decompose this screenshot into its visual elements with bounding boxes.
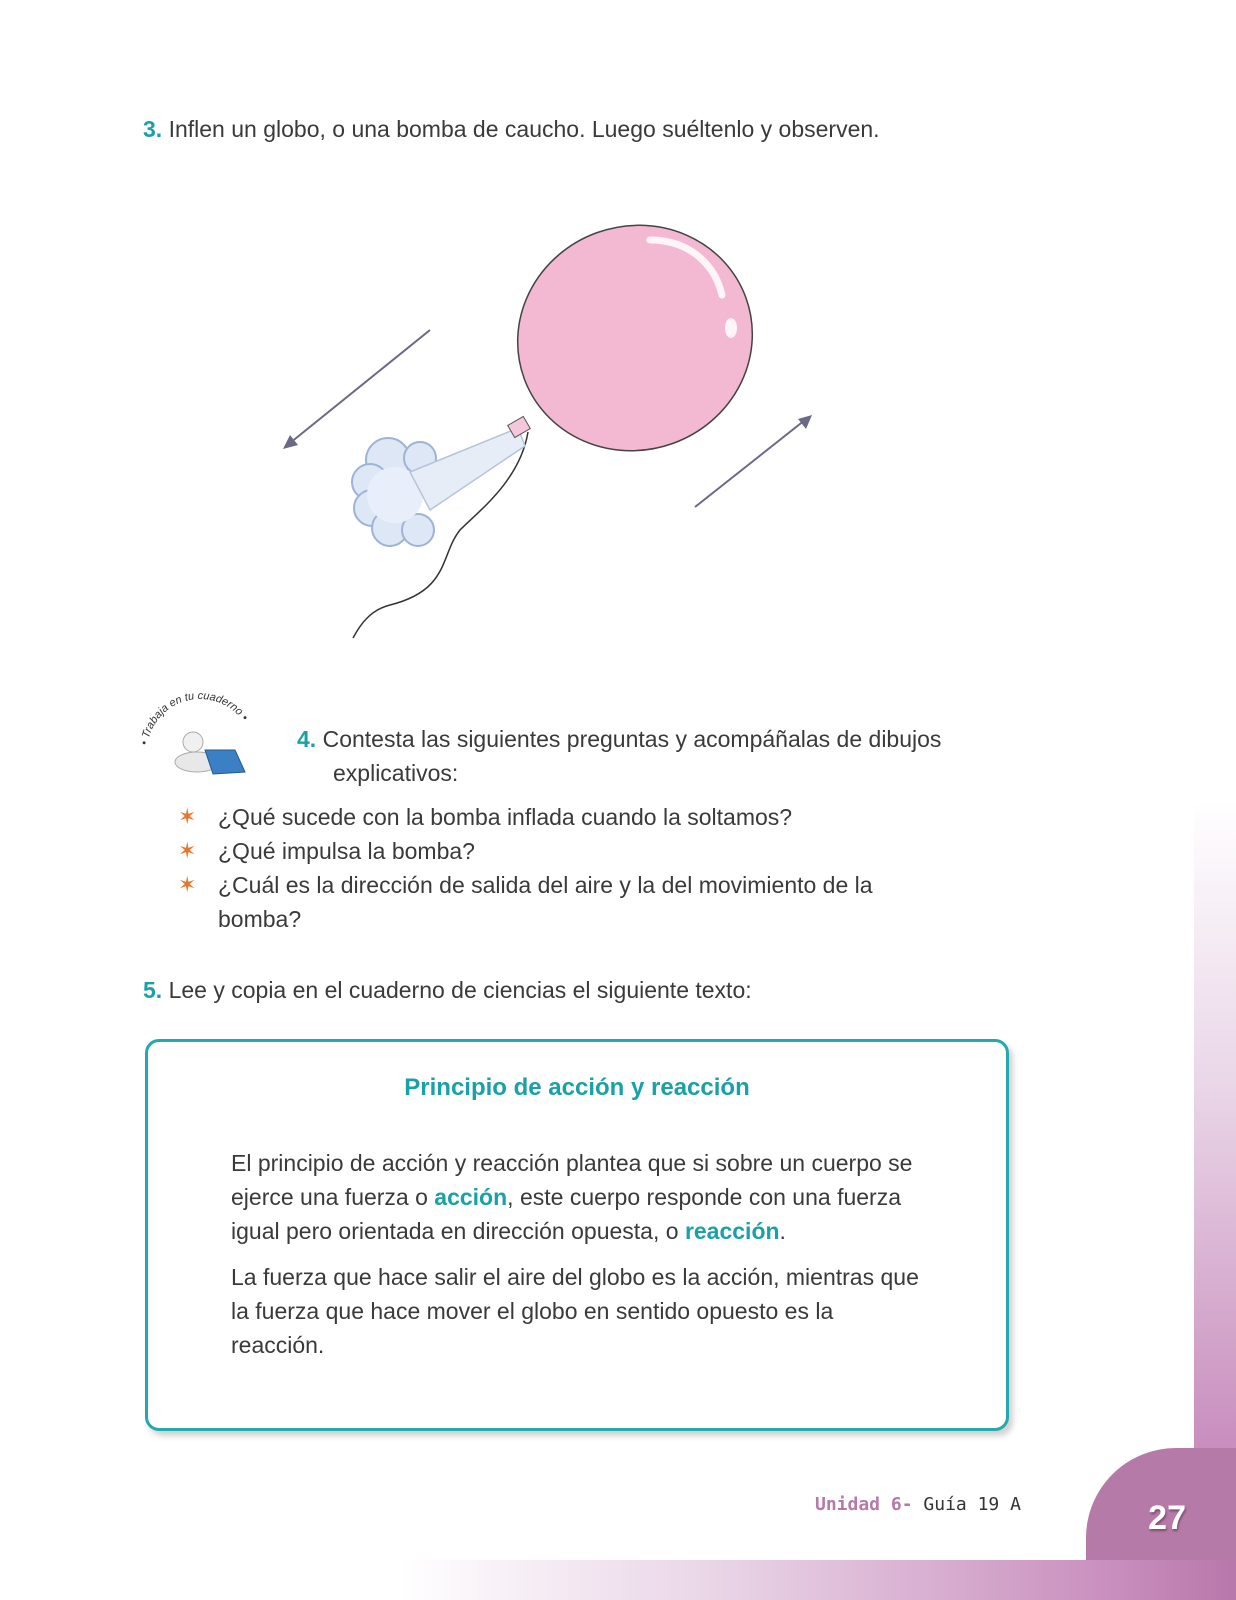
motion-direction-arrow: [695, 420, 805, 507]
task-4-line1: Contesta las siguientes preguntas y acompáñalas de dibujos: [322, 726, 942, 752]
star-bullet-icon: ✶: [178, 838, 197, 863]
principle-paragraph-1: El principio de acción y reacción plantea que si sobre un cuerpo se ejerce una fuerza o acción, este cuerpo responde con una fuerza igual pero orientada en dirección opuesta, o reacción.: [231, 1150, 913, 1244]
question-item: ✶ ¿Qué impulsa la bomba?: [178, 834, 938, 868]
air-jet: [410, 428, 525, 510]
principle-box: [145, 1039, 1009, 1431]
task-5-text: Lee y copia en el cuaderno de ciencias el siguiente texto:: [168, 977, 752, 1003]
balloon-illustration: [270, 210, 830, 660]
balloon-shine: [725, 318, 737, 338]
footer-unit: Unidad 6-: [815, 1494, 913, 1515]
task-5-number: 5.: [143, 977, 163, 1003]
principle-paragraph-2: La fuerza que hace salir el aire del globo es la acción, mientras que la fuerza que hace mover el globo en sentido opuesto es la reacción.: [231, 1264, 919, 1358]
principle-title: Principio de acción y reacción: [404, 1074, 750, 1101]
task-4: [297, 722, 1017, 790]
question-list: [178, 800, 938, 936]
task-3-number: 3.: [143, 116, 163, 142]
task-4-number: 4.: [297, 726, 317, 752]
footer-label: [815, 1494, 1021, 1515]
person-writing-icon: [175, 732, 245, 774]
decorative-bottom-band: [400, 1560, 1236, 1600]
star-bullet-icon: ✶: [178, 804, 197, 829]
motion-arrowhead-icon: [798, 415, 812, 429]
task-3-text: Inflen un globo, o una bomba de caucho. Luego suéltenlo y observen.: [168, 116, 880, 142]
question-item: ✶ ¿Qué sucede con la bomba inflada cuando la soltamos?: [178, 800, 938, 834]
keyword-reaction: reacción: [684, 1218, 780, 1244]
balloon-icon: [486, 210, 784, 484]
question-item: ✶ ¿Cuál es la dirección de salida del aire y la del movimiento de la bomba?: [178, 868, 898, 936]
badge-label: • Trabaja en tu cuaderno •: [138, 690, 251, 746]
notebook-badge: [135, 690, 265, 790]
task-5: [143, 973, 752, 1007]
star-bullet-icon: ✶: [178, 872, 197, 897]
footer-guide: Guía 19 A: [923, 1494, 1021, 1515]
task-4-line2: explicativos:: [333, 760, 459, 786]
keyword-action: acción: [434, 1184, 508, 1210]
air-direction-arrow: [290, 330, 430, 443]
principle-text: [231, 1146, 921, 1374]
page-number: 27: [1148, 1499, 1186, 1537]
task-3: [143, 112, 880, 146]
